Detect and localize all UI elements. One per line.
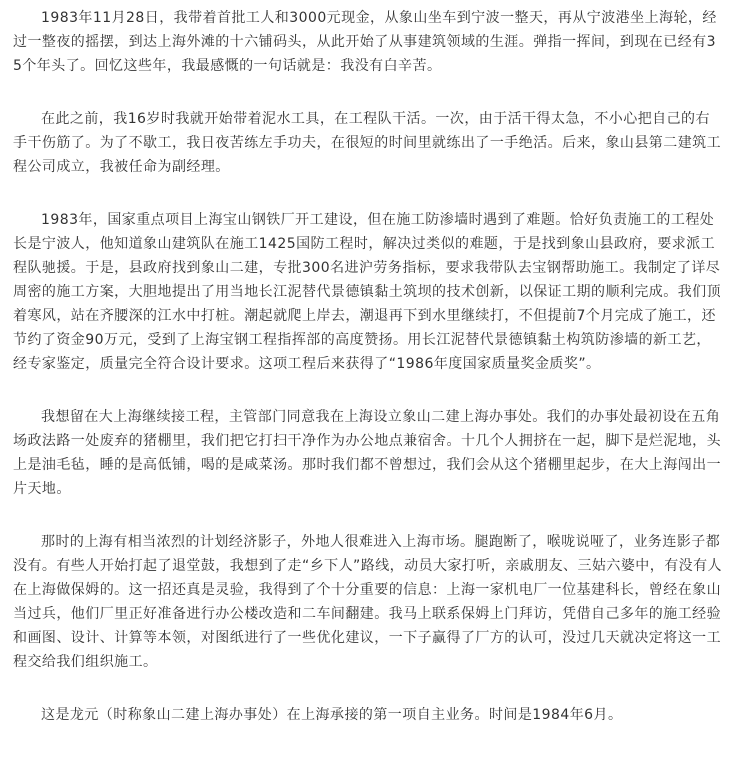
- paragraph-market-entry: 那时的上海有相当浓烈的计划经济影子，外地人很难进入上海市场。腿跑断了，喉咙说哑了，业务连影子都没有。有些人开始打起了退堂鼓，我想到了走“乡下人”路线，动员大家打听，亲戚朋友、三姑六婆中，有没有人在上海做保姆的。这一招还真是灵验，我得到了个十分重要的信息：上海一家机电厂一位基建科长，曾经在象山当过兵，他们厂里正好准备进行办公楼改造和二车间翻建。我马上联系保姆上门拜访，凭借自己多年的施工经验和画图、设计、计算等本领，对图纸进行了一些优化建议，一下子赢得了厂方的认可，没过几天就决定将这一工程交给我们组织施工。: [13, 534, 723, 670]
- paragraph-early-career: 在此之前，我16岁时我就开始带着泥水工具，在工程队干活。一次，由于活干得太急，不小心把自己的右手干伤筋了。为了不歇工，我日夜苦练左手功夫，在很短的时间里就练出了一手绝活。后来，象山县第二建筑工程公司成立，我被任命为副经理。: [13, 111, 722, 175]
- paragraph-spacer: [13, 674, 723, 703]
- paragraph-arrival-shanghai: 1983年11月28日，我带着首批工人和3000元现金，从象山坐车到宁波一整天，再从宁波港坐上海轮，经过一整夜的摇摆，到达上海外滩的十六铺码头，从此开始了从事建筑领域的生涯。弹指一挥间，到现在已经有35个年头了。回忆这些年，我最感慨的一句话就是：我没有白辛苦。: [13, 10, 717, 74]
- paragraph-spacer: [13, 179, 723, 208]
- paragraph-baosteel-project: 1983年，国家重点项目上海宝山钢铁厂开工建设，但在施工防渗墙时遇到了难题。恰好负责施工的工程处长是宁波人，他知道象山建筑队在施工1425国防工程时，解决过类似的难题，于是找到象山县政府，要求派工程队驰援。于是，县政府找到象山二建，专批300名进沪劳务指标，要求我带队去宝钢帮助施工。我制定了详尽周密的施工方案，大胆地提出了用当地长江泥替代景德镇黏土筑坝的技术创新，以保证工期的顺利完成。我们顶着寒风，站在齐腰深的江水中打桩。潮起就爬上岸去，潮退再下到水里继续打，不但提前7个月完成了施工，还节约了资金90万元，受到了上海宝钢工程指挥部的高度赞扬。用长江泥替代景德镇黏土构筑防渗墙的新工艺，经专家鉴定，质量完全符合设计要求。这项工程后来获得了“1986年度国家质量奖金质奖”。: [13, 212, 722, 372]
- paragraph-shanghai-office: 我想留在大上海继续接工程，主管部门同意我在上海设立象山二建上海办事处。我们的办事处最初设在五角场政法路一处废弃的猪棚里，我们把它打扫干净作为办公地点兼宿舍。十几个人拥挤在一起，脚下是烂泥地，头上是油毛毡，睡的是高低铺，喝的是咸菜汤。那时我们都不曾想过，我们会从这个猪棚里起步，在大上海闯出一片天地。: [13, 409, 722, 497]
- paragraph-spacer: [13, 78, 723, 107]
- paragraph-spacer: [13, 501, 723, 530]
- paragraph-first-project: 这是龙元（时称象山二建上海办事处）在上海承接的第一项自主业务。时间是1984年6月。: [41, 707, 623, 723]
- paragraph-spacer: [13, 376, 723, 405]
- article-body: [13, 6, 723, 727]
